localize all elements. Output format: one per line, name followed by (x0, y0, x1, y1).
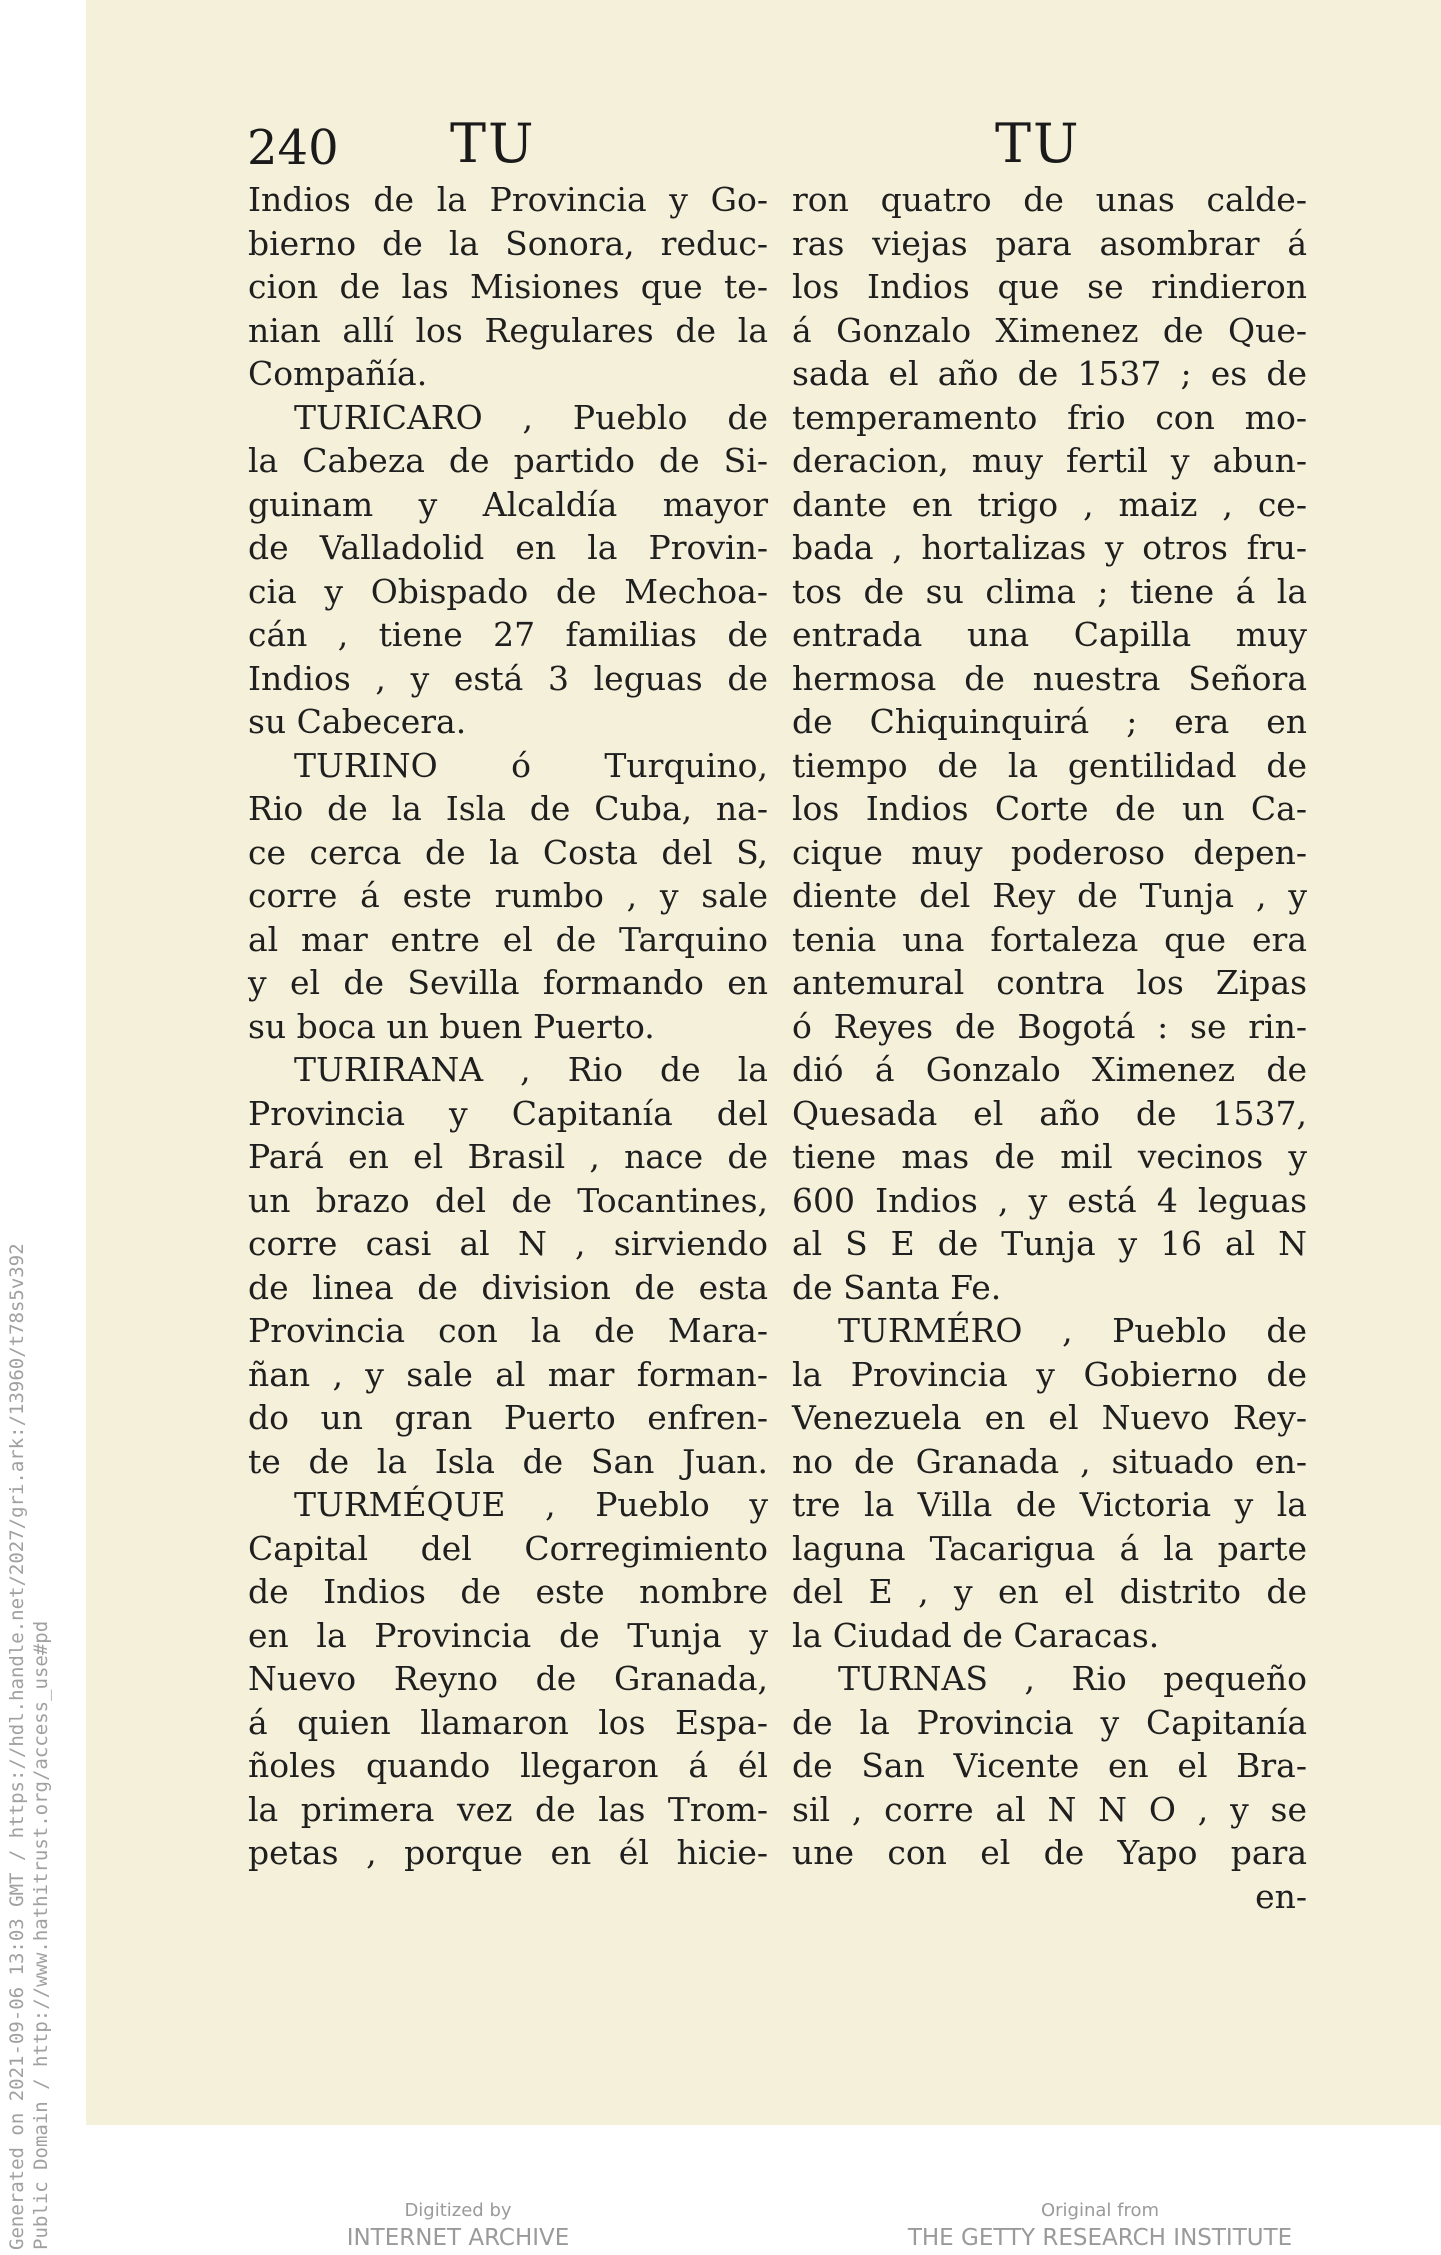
hathitrust-stamp (0, 1100, 60, 2250)
text-line: TURIRANA , Rio de la (294, 1050, 768, 1089)
text-line: la Ciudad de Caracas. (792, 1615, 1160, 1655)
running-head-right: TU (995, 112, 1081, 175)
text-line: TURMÉQUE , Pueblo y (294, 1485, 768, 1524)
page-number: 240 (247, 120, 339, 176)
text-line: de Chiquinquirá ; era en (792, 702, 1307, 741)
text-line: ó Reyes de Bogotá : se rin- (792, 1006, 1307, 1046)
text-line: TURINO ó Turquino, (294, 745, 768, 785)
text-line: ce cerca de la Costa del S, (248, 832, 768, 872)
text-line: bierno de la Sonora, reduc- (248, 223, 768, 263)
text-line: en la Provincia de Tunja y (248, 1615, 768, 1655)
stamp-generated-line: Generated on 2021-09-06 13:03 GMT / https://hdl.handle.net/2027/gri.ark:/13960/t78s5v392 (6, 1243, 28, 2250)
text-line: del E , y en el distrito de (792, 1572, 1307, 1611)
text-line: Quesada el año de 1537, (792, 1093, 1307, 1133)
text-line: Rio de la Isla de Cuba, na- (248, 789, 768, 828)
text-line: ras viejas para asombrar á (792, 223, 1307, 263)
left-text-column (248, 178, 768, 1875)
text-line: entrada una Capilla muy (792, 615, 1307, 654)
running-head-left: TU (450, 112, 536, 175)
right-text-column (792, 178, 1307, 1918)
text-line: te de la Isla de San Juan. (248, 1441, 768, 1481)
text-line: temperamento frio con mo- (792, 397, 1307, 437)
text-line: deracion, muy fertil y abun- (792, 441, 1307, 480)
text-line: guinam y Alcaldía mayor (248, 484, 768, 524)
text-line: ron quatro de unas calde- (792, 180, 1307, 219)
text-line: de Santa Fe. (792, 1267, 1002, 1307)
text-line: su boca un buen Puerto. (248, 1006, 655, 1046)
text-line: los Indios que se rindieron (792, 267, 1307, 306)
text-line: hermosa de nuestra Señora (792, 658, 1307, 698)
text-line: laguna Tacarigua á la parte (792, 1528, 1307, 1568)
text-line: tre la Villa de Victoria y la (792, 1485, 1307, 1524)
text-line: de Indios de este nombre (248, 1572, 768, 1611)
text-line: no de Granada , situado en- (792, 1441, 1307, 1481)
text-line: do un gran Puerto enfren- (248, 1398, 768, 1437)
text-line: la Provincia y Gobierno de (792, 1354, 1307, 1394)
text-line: Capital del Corregimiento (248, 1528, 768, 1568)
text-line: de linea de division de esta (248, 1267, 768, 1307)
text-line: diente del Rey de Tunja , y (792, 876, 1307, 915)
text-line: de la Provincia y Capitanía (792, 1702, 1307, 1742)
original-from-label: Original from (1040, 2200, 1160, 2221)
text-line: nian allí los Regulares de la (248, 310, 768, 350)
text-line: Venezuela en el Nuevo Rey- (792, 1398, 1307, 1437)
text-line: dió á Gonzalo Ximenez de (792, 1050, 1307, 1089)
text-line: los Indios Corte de un Ca- (792, 789, 1307, 828)
text-line: la primera vez de las Trom- (248, 1789, 768, 1829)
text-line: y el de Sevilla formando en (248, 963, 768, 1002)
getty-label: THE GETTY RESEARCH INSTITUTE (907, 2225, 1293, 2251)
stamp-public-domain-line: Public Domain / http://www.hathitrust.org/access_use#pd (30, 1620, 52, 2250)
text-line: tiene mas de mil vecinos y (792, 1137, 1307, 1176)
original-from-credit (880, 2200, 1320, 2251)
text-line: la Cabeza de partido de Si- (248, 441, 768, 480)
text-line: Nuevo Reyno de Granada, (248, 1659, 768, 1698)
text-line: cia y Obispado de Mechoa- (248, 571, 768, 611)
text-line: antemural contra los Zipas (792, 963, 1307, 1002)
text-line: dante en trigo , maiz , ce- (792, 484, 1307, 524)
text-line: Indios de la Provincia y Go- (248, 180, 768, 219)
text-line: á quien llamaron los Espa- (248, 1702, 768, 1742)
text-line: tos de su clima ; tiene á la (792, 571, 1307, 611)
text-line: de San Vicente en el Bra- (792, 1746, 1307, 1785)
text-line: cion de las Misiones que te- (248, 267, 768, 306)
text-line: cique muy poderoso depen- (792, 832, 1307, 872)
text-line: Indios , y está 3 leguas de (248, 658, 768, 698)
text-line: petas , porque en él hicie- (248, 1833, 768, 1872)
internet-archive-label: INTERNET ARCHIVE (346, 2225, 570, 2251)
text-line: al mar entre el de Tarquino (248, 919, 768, 959)
text-line: TURNAS , Rio pequeño (838, 1659, 1307, 1698)
text-line: un brazo del de Tocantines, (248, 1180, 768, 1220)
text-line: en- (1255, 1876, 1307, 1916)
digitized-by-credit (248, 2200, 668, 2251)
text-line: Compañía. (248, 354, 428, 393)
text-line: sil , corre al N N O , y se (792, 1789, 1307, 1829)
text-line: ñan , y sale al mar forman- (248, 1354, 768, 1394)
text-line: de Valladolid en la Provin- (248, 528, 768, 567)
text-line: sada el año de 1537 ; es de (792, 354, 1307, 393)
text-line: tiempo de la gentilidad de (792, 745, 1307, 785)
text-line: 600 Indios , y está 4 leguas (792, 1180, 1307, 1220)
text-line: Provincia con la de Mara- (248, 1311, 768, 1350)
text-line: une con el de Yapo para (792, 1833, 1307, 1872)
text-line: Pará en el Brasil , nace de (248, 1137, 768, 1176)
text-line: corre casi al N , sirviendo (248, 1224, 768, 1263)
digitized-by-label: Digitized by (404, 2200, 512, 2221)
text-line: TURMÉRO , Pueblo de (838, 1311, 1307, 1350)
text-line: corre á este rumbo , y sale (248, 876, 768, 915)
text-line: á Gonzalo Ximenez de Que- (792, 310, 1307, 350)
text-line: ñoles quando llegaron á él (248, 1746, 768, 1785)
text-line: TURICARO , Pueblo de (294, 397, 768, 437)
text-line: tenia una fortaleza que era (792, 919, 1307, 959)
text-line: bada , hortalizas y otros fru- (792, 528, 1307, 567)
text-line: cán , tiene 27 familias de (248, 615, 768, 654)
text-line: su Cabecera. (248, 702, 467, 741)
text-line: al S E de Tunja y 16 al N (792, 1224, 1307, 1263)
text-line: Provincia y Capitanía del (248, 1093, 768, 1133)
